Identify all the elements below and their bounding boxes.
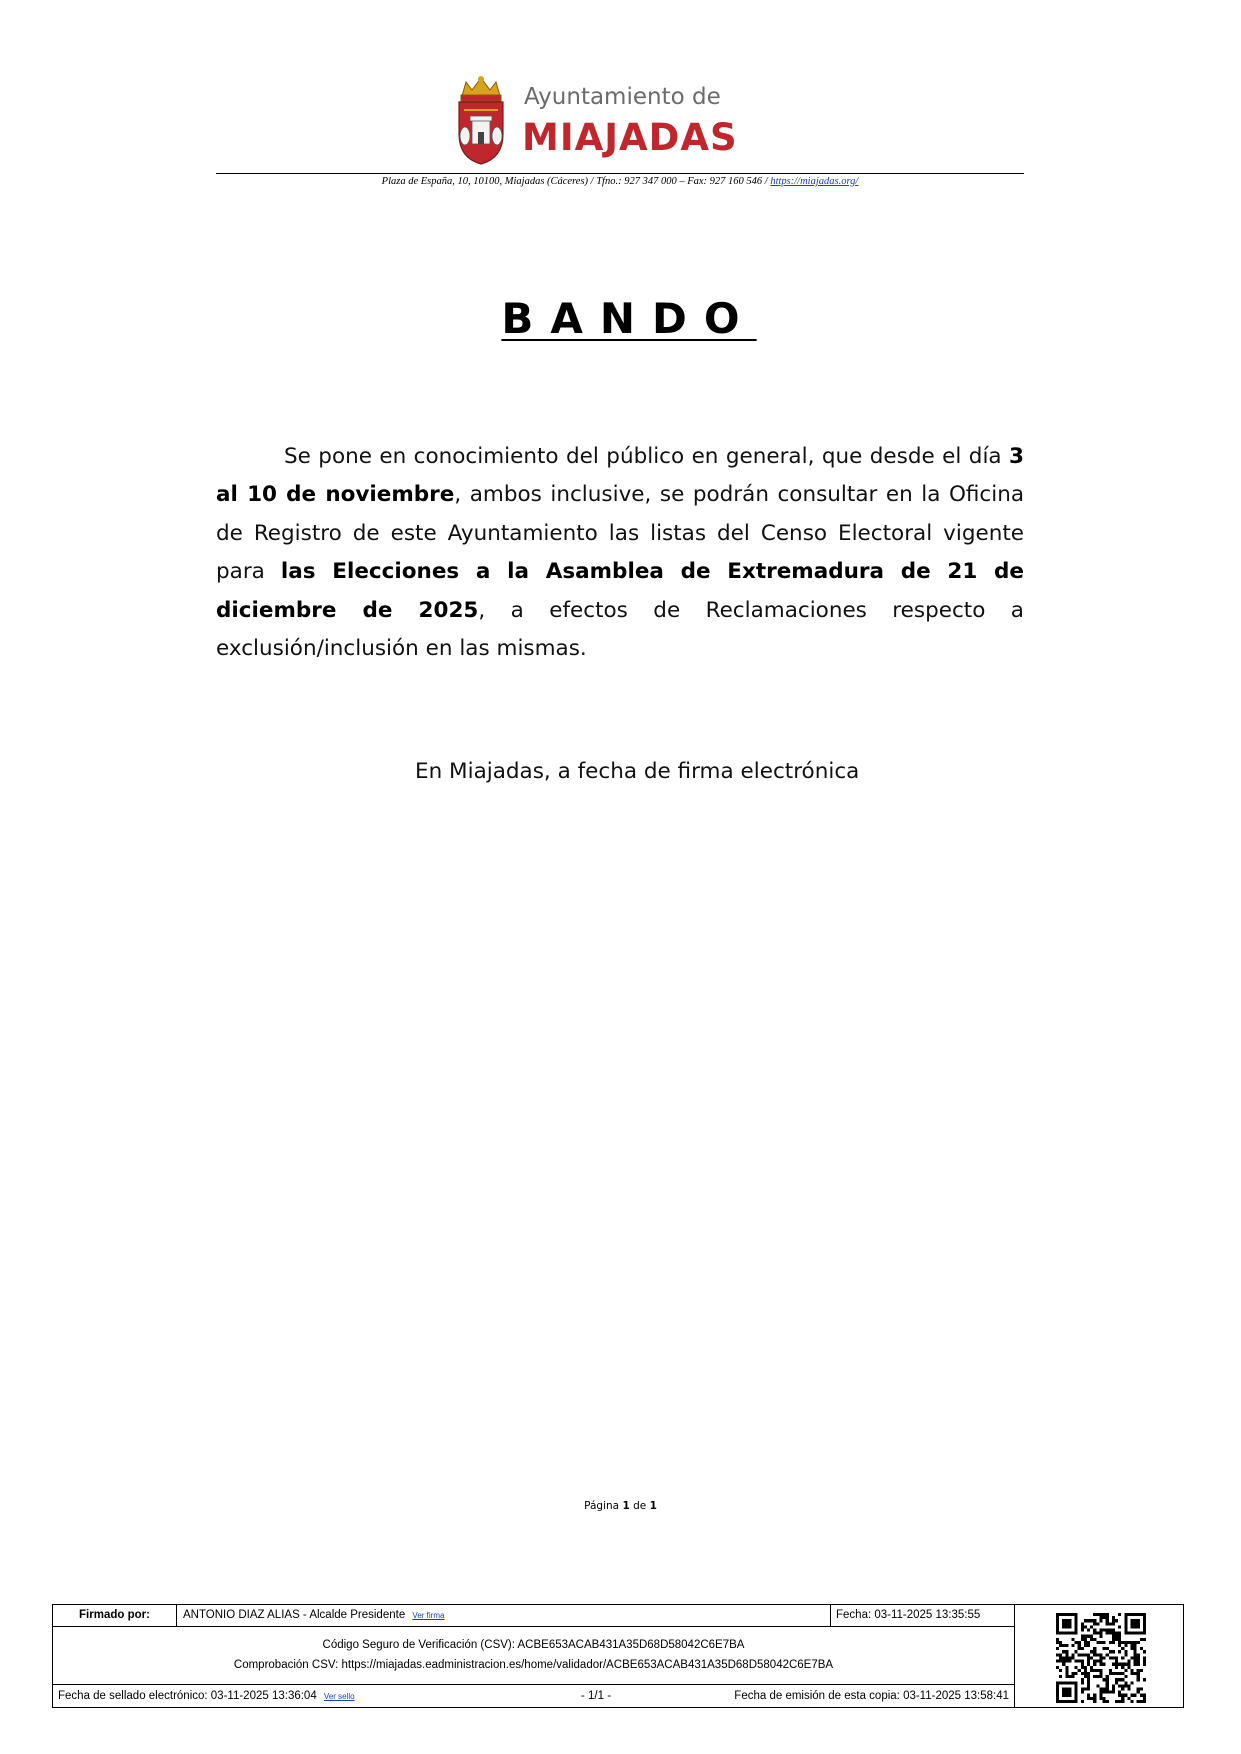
org-name-line1: Ayuntamiento de [524, 84, 721, 110]
header-logo [452, 74, 752, 166]
csv-code: Código Seguro de Verificación (CSV): ACBE653ACAB431A35D68D58042C6E7BA [322, 1639, 745, 1651]
body-text-part: Se pone en conocimiento del público en general, que desde el día [284, 444, 1010, 469]
body-paragraph [216, 438, 1024, 668]
page-current: 1 [622, 1500, 630, 1512]
closing-line: En Miajadas, a fecha de firma electrónica [415, 759, 860, 784]
header-divider [216, 173, 1024, 174]
csv-check-url: Comprobación CSV: https://miajadas.eadministracion.es/home/validador/ACBE653ACAB431A35D68D58042C6E7BA [233, 1659, 834, 1671]
website-link[interactable]: https://miajadas.org/ [770, 176, 859, 187]
csv-cell [53, 1627, 1015, 1685]
copy-issue-date: Fecha de emisión de esta copia: 03-11-2025 13:58:41 [734, 1690, 1009, 1702]
page-total: 1 [649, 1500, 657, 1512]
seal-date-text: Fecha de sellado electrónico: 03-11-2025 13:36:04 [58, 1690, 317, 1702]
signature-date: Fecha: 03-11-2025 13:35:55 [831, 1605, 1015, 1627]
coat-of-arms-icon [452, 74, 510, 166]
org-name-line2: MIAJADAS [522, 116, 738, 159]
body-text-part: , ambos inclusive, se podrán consultar en la Oficina de Registro de este Ayuntamiento las listas del Censo Electoral vigente para [216, 482, 1025, 585]
signer-name: ANTONIO DIAZ ALIAS - Alcalde Presidente [183, 1609, 406, 1621]
page-label: Página [584, 1500, 620, 1512]
seal-date [58, 1685, 355, 1708]
seal-row [53, 1685, 1015, 1707]
signed-by-label: Firmado por: [53, 1605, 177, 1627]
page-marker: - 1/1 - [581, 1690, 612, 1702]
address-text: Plaza de España, 10, 10100, Miajadas (Cáceres) / Tfno.: 927 347 000 – Fax: 927 160 546 / [381, 176, 768, 187]
signature-footer [52, 1604, 1184, 1708]
header-address [216, 176, 1024, 187]
view-signature-link[interactable]: Ver firma [412, 1611, 445, 1620]
title-text: BANDO [501, 294, 757, 343]
document-title [0, 294, 1241, 343]
page-of: de [633, 1500, 647, 1512]
body-bold-dates: 3 al 10 de noviembre [216, 444, 1024, 508]
view-seal-link[interactable]: Ver sello [323, 1692, 355, 1701]
body-bold-elections: las Elecciones a la Asamblea de Extremadura de 21 de diciembre de 2025 [216, 559, 1024, 623]
qr-code-icon[interactable] [1056, 1613, 1146, 1703]
page-number [0, 1500, 1241, 1512]
signer-cell [177, 1605, 831, 1627]
body-text-part: , a efectos de Reclamaciones respecto a exclusión/inclusión en las mismas. [216, 597, 1024, 662]
